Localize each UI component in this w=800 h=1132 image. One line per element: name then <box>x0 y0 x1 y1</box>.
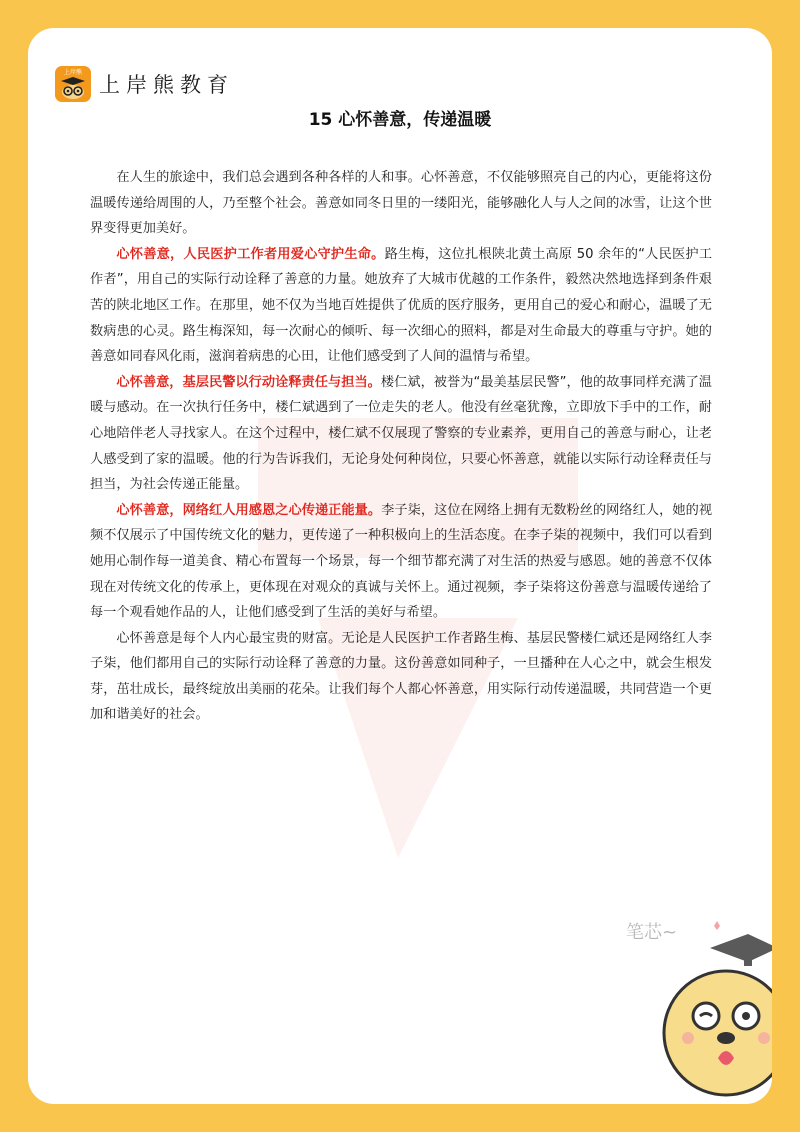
paragraph-text: 路生梅，这位扎根陕北黄土高原 50 余年的“人民医护工作者”，用自己的实际行动诠释了善意的力量。她放弃了大城市优越的工作条件，毅然决然地选择到条件艰苦的陕北地区工作。在那里，她不仅为当地百姓提供了优质的医疗服务，更用自己的爱心和耐心，温暖了无数病患的心灵。路生梅深知，每一次耐心的倾听、每一次细心的照料，都是对生命最大的尊重与守护。她的善意如同春风化雨，滋润着病患的心田，让他们感受到了人间的温情与希望。 <box>90 246 713 365</box>
sticker-text: 笔芯~ <box>626 922 678 943</box>
essay-body <box>90 165 712 728</box>
bear-sticker-icon <box>618 908 772 1098</box>
paragraph-text: 李子柒，这位在网络上拥有无数粉丝的网络红人，她的视频不仅展示了中国传统文化的魅力，更传递了一种积极向上的生活态度。在李子柒的视频中，我们可以看到她用心制作每一道美食、精心布置每一个场景，每一个细节都充满了对生活的热爱与感恩。她的善意不仅体现在对传统文化的传承上，更体现在对观众的真诚与关怀上。通过视频，李子柒将这份善意与温暖传递给了每一个观看她作品的人，让他们感受到了生活的美好与希望。 <box>90 502 713 621</box>
brand-header <box>55 66 234 102</box>
logo-text: 上岸熊 <box>63 69 82 76</box>
document-page <box>28 28 772 1104</box>
paragraph-text: 在人生的旅途中，我们总会遇到各种各样的人和事。心怀善意，不仅能够照亮自己的内心，更能将这份温暖传递给周围的人，乃至整个社会。善意如同冬日里的一缕阳光，能够融化人与人之间的冰雪，让这个世界变得更加美好。 <box>90 170 712 237</box>
document-title: 15 心怀善意，传递温暖 <box>308 110 492 130</box>
brand-name: 上岸熊教育 <box>99 73 234 97</box>
paragraph-highlight: 心怀善意，网络红人用感恩之心传递正能量。 <box>116 502 382 518</box>
paragraph <box>90 242 712 370</box>
paragraph <box>90 626 712 728</box>
paragraph-highlight: 心怀善意，基层民警以行动诠释责任与担当。 <box>116 374 381 390</box>
paragraph <box>90 165 712 242</box>
paragraph-text: 心怀善意是每个人内心最宝贵的财富。无论是人民医护工作者路生梅、基层民警楼仁斌还是网络红人李子柒，他们都用自己的实际行动诠释了善意的力量。这份善意如同种子，一旦播种在人心之中，就会生根发芽，茁壮成长，最终绽放出美丽的花朵。让我们每个人都心怀善意，用实际行动传递温暖，共同营造一个更加和谐美好的社会。 <box>90 630 712 723</box>
paragraph-text: 楼仁斌，被誉为“最美基层民警”，他的故事同样充满了温暖与感动。在一次执行任务中，楼仁斌遇到了一位走失的老人。他没有丝毫犹豫，立即放下手中的工作，耐心地陪伴老人寻找家人。在这个过程中，楼仁斌不仅展现了警察的专业素养，更用自己的善意与耐心，让老人感受到了家的温暖。他的行为告诉我们，无论身处何种岗位，只要心怀善意，就能以实际行动诠释责任与担当，为社会传递正能量。 <box>90 374 712 493</box>
bear-logo-icon <box>55 66 91 102</box>
paragraph-highlight: 心怀善意，人民医护工作者用爱心守护生命。 <box>116 246 385 262</box>
paragraph <box>90 370 712 498</box>
paragraph <box>90 498 712 626</box>
